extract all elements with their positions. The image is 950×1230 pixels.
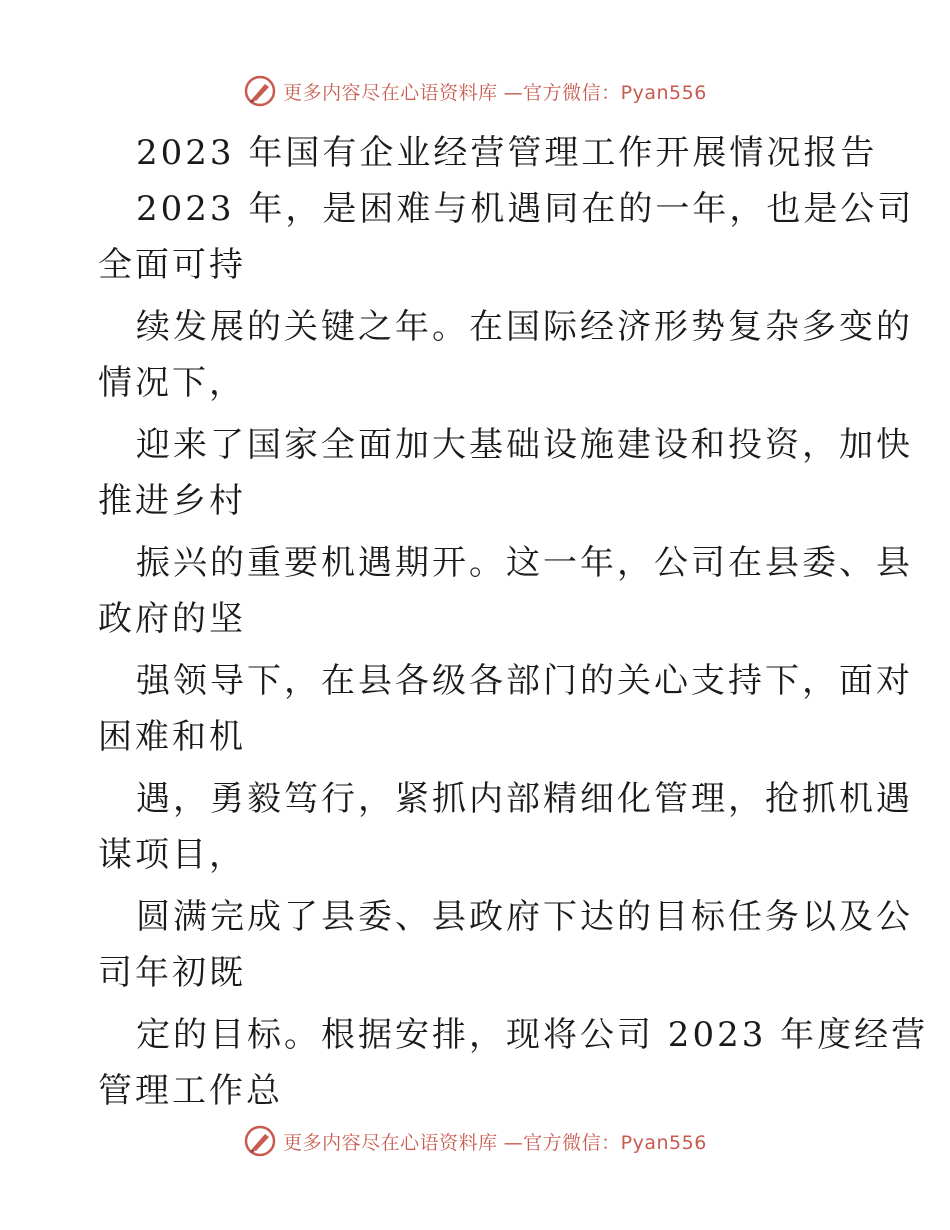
watermark-main-text: 更多内容尽在心语资料库 — [283, 81, 498, 104]
paragraph-line: 推进乡村 — [98, 481, 246, 521]
document-title: 2023 年国有企业经营管理工作开展情况报告 — [136, 133, 878, 173]
paragraph-line: 情况下， — [98, 363, 246, 403]
pen-logo-icon — [243, 74, 277, 108]
footer-watermark — [0, 1124, 950, 1158]
paragraph-line: 2023 年，是困难与机遇同在的一年，也是公司 — [136, 189, 915, 229]
paragraph-line: 定的目标。根据安排，现将公司 2023 年度经营 — [136, 1015, 929, 1055]
document-body — [98, 125, 929, 1119]
paragraph-line: 全面可持 — [98, 245, 246, 285]
paragraph-line: 困难和机 — [98, 717, 246, 757]
paragraph-line: 遇，勇毅笃行，紧抓内部精细化管理，抢抓机遇 — [136, 779, 913, 819]
paragraph-line: 圆满完成了县委、县政府下达的目标任务以及公 — [136, 897, 913, 937]
paragraph-line: 迎来了国家全面加大基础设施建设和投资，加快 — [136, 425, 913, 465]
header-watermark — [0, 74, 950, 108]
paragraph-line: 续发展的关键之年。在国际经济形势复杂多变的 — [136, 307, 913, 347]
paragraph-line: 振兴的重要机遇期开。这一年，公司在县委、县 — [136, 543, 913, 583]
paragraph-line: 政府的坚 — [98, 599, 246, 639]
paragraph-line: 司年初既 — [98, 953, 246, 993]
watermark-main-text: 更多内容尽在心语资料库 — [283, 1131, 498, 1154]
paragraph-line: 强领导下，在县各级各部门的关心支持下，面对 — [136, 661, 913, 701]
paragraph-line: 谋项目， — [98, 835, 246, 875]
paragraph-line: 管理工作总 — [98, 1071, 283, 1111]
pen-logo-icon — [243, 1124, 277, 1158]
watermark-contact-text: —官方微信：Pyan556 — [503, 81, 707, 104]
watermark-contact-text: —官方微信：Pyan556 — [503, 1131, 707, 1154]
